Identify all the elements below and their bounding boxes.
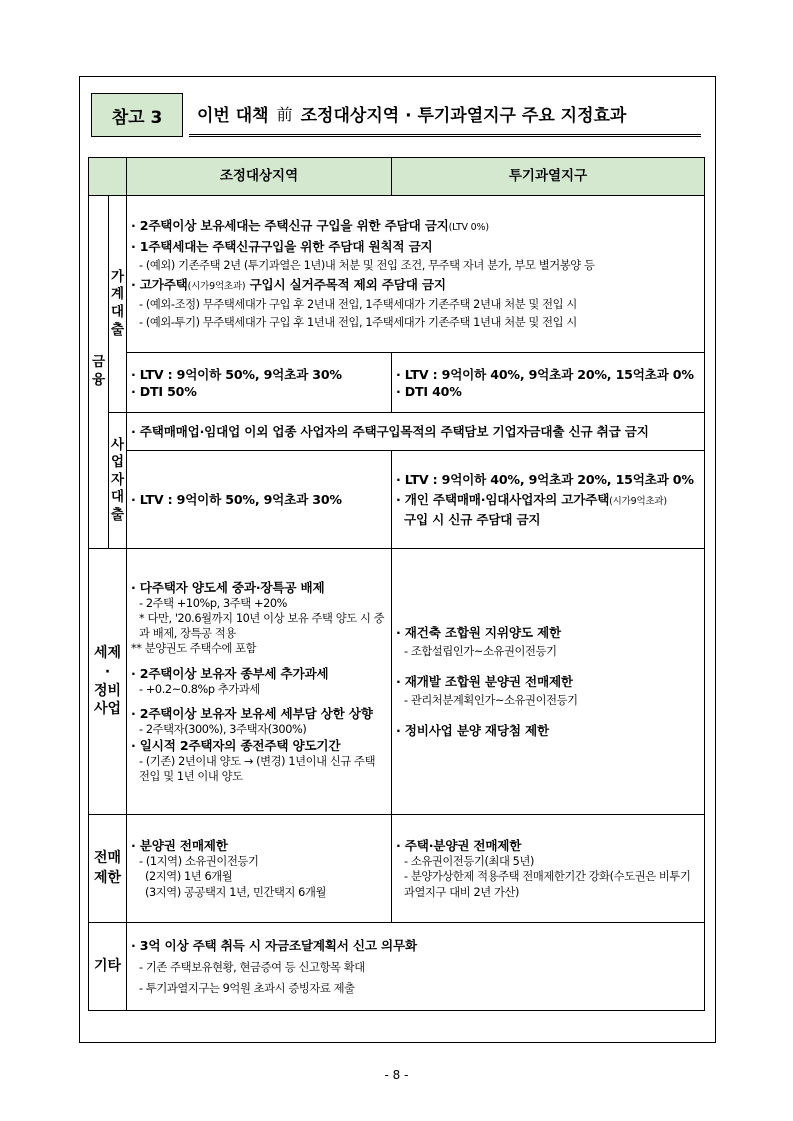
col-spec-header: 투기과열지구 [392, 158, 705, 196]
header-blank [89, 158, 127, 196]
resale-adj-h: · 분양권 전매제한 [131, 838, 228, 854]
household-spec-ltv [392, 353, 705, 413]
etc-category: 기타 [89, 923, 127, 1011]
title-hanja: 前 [276, 105, 293, 124]
business-spec-b2-post: 구입 시 신규 주담대 금지 [404, 512, 541, 528]
resale-cat-l1: 전매 [93, 849, 122, 866]
title-pre: 이번 대책 [197, 106, 269, 126]
business-ltv-row [89, 451, 705, 549]
household-loan-row [89, 196, 705, 353]
household-b3-post: 구입시 실거주목적 제외 주담대 금지 [245, 277, 446, 293]
resale-adjust-cell [127, 815, 392, 923]
tax-spec-h2-n1: - 관리처분계획인가~소유권이전등기 [404, 694, 578, 707]
tax-spec-cell [392, 549, 705, 815]
business-loan-ban: · 주택매매업·임대업 이외 업종 사업자의 주택구입목적의 주택담보 기업자금대출 신규 취급 금지 [127, 413, 705, 451]
tax-cat-l1: 세제 [93, 644, 122, 661]
resale-category [89, 815, 127, 923]
household-b3-pre: · 고가주택 [131, 277, 188, 293]
household-adj-ltv: · LTV : 9억이하 50%, 9억초과 30% [131, 366, 342, 382]
business-spec-ltv [392, 451, 705, 549]
business-spec-ltv-text: · LTV : 9억이하 40%, 9억초과 20%, 15억초과 0% [396, 471, 694, 487]
household-b2: · 1주택세대는 주택신규구입을 위한 주담대 원칙적 금지 [131, 239, 433, 255]
title-post: 조정대상지역 · 투기과열지구 주요 지정효과 [300, 106, 627, 126]
tax-adj-h1-n1: - 2주택 +10%p, 3주택 +20% [139, 596, 287, 610]
household-loan-label: 가계대출 [109, 196, 127, 413]
tax-spec-h2: · 재개발 조합원 분양권 전매제한 [396, 674, 573, 689]
household-adjust-ltv [127, 353, 392, 413]
resale-adj-n3: (3지역) 공공택지 1년, 민간택지 6개월 [145, 885, 326, 899]
household-b1: · 2주택이상 보유세대는 주택신규 구입을 위한 주담대 금지 [131, 218, 449, 234]
resale-spec-h: · 주택·분양권 전매제한 [396, 838, 522, 854]
household-b2-note: - (예외) 기존주택 2년 (투기과열은 1년)내 처분 및 전입 조건, 무주택 자녀 분가, 부모 별거봉양 등 [139, 259, 595, 273]
resale-spec-cell [392, 815, 705, 923]
household-loan-common [127, 196, 705, 353]
tax-spec-h3: · 정비사업 분양 재당첨 제한 [396, 723, 549, 739]
resale-row [89, 815, 705, 923]
table-header-row [89, 158, 705, 196]
resale-spec-n2: - 분양가상한제 적용주택 전매제한기간 강화(수도권은 비투기과열지구 대비 2년 가산) [404, 870, 691, 899]
tax-cat-l4: 사업 [93, 701, 122, 718]
tax-cat-l2: · [104, 663, 111, 680]
household-b1-small: (LTV 0%) [448, 222, 489, 234]
tax-category [89, 549, 127, 815]
business-adjust-ltv [127, 451, 392, 549]
tax-adjust-cell [127, 549, 392, 815]
household-b3-note1: - (예외-조정) 무주택세대가 구입 후 2년내 전입, 1주택세대가 기존주택 2년내 처분 및 전입 시 [139, 298, 577, 312]
etc-row [89, 923, 705, 1011]
household-adj-dti: · DTI 50% [131, 383, 197, 399]
page-title [189, 93, 701, 137]
tax-adj-h2: · 2주택이상 보유자 종부세 추가과세 [131, 665, 329, 681]
tax-cat-l3: 정비 [93, 682, 122, 699]
tax-adj-h3-n1: - 2주택자(300%), 3주택자(300%) [139, 722, 307, 736]
tax-adj-h2-n1: - +0.2~0.8%p 추가과세 [139, 682, 260, 696]
effects-table [88, 157, 705, 1011]
reference-label: 참고 3 [91, 93, 183, 137]
household-spec-dti: · DTI 40% [396, 383, 462, 399]
page-number: - 8 - [384, 1068, 409, 1082]
etc-h: · 3억 이상 주택 취득 시 자금조달계획서 신고 의무화 [131, 937, 417, 953]
tax-adj-h1-n2: * 다만, '20.6월까지 10년 이상 보유 주택 양도 시 중과 배제, 장특공 적용 [139, 611, 385, 640]
tax-adj-h3: · 2주택이상 보유자 보유세 세부담 상한 상향 [131, 705, 373, 721]
tax-adj-h4-n1: - (기존) 2년이내 양도 → (변경) 1년이내 신규 주택 전입 및 1년 이내 양도 [139, 755, 376, 784]
resale-cat-l2: 제한 [93, 869, 122, 886]
tax-spec-h1: · 재건축 조합원 지위양도 제한 [396, 624, 561, 640]
tax-row [89, 549, 705, 815]
household-spec-ltv-text: · LTV : 9억이하 40%, 9억초과 20%, 15억초과 0% [396, 366, 694, 382]
household-ltv-row [89, 353, 705, 413]
tax-adj-h1: · 다주택자 양도세 중과·장특공 배제 [131, 579, 325, 595]
etc-n1: - 기존 주택보유현황, 현금증여 등 신고항목 확대 [139, 960, 365, 974]
etc-n2: - 투기과열지구는 9억원 초과시 증빙자료 제출 [139, 982, 355, 995]
business-loan-label: 사업자대출 [109, 413, 127, 549]
etc-cell [127, 923, 705, 1011]
business-loan-row [89, 413, 705, 451]
resale-spec-n1: - 소유권이전등기(최대 5년) [404, 855, 534, 869]
finance-category: 금융 [89, 196, 109, 549]
tax-adj-h1-n3: ** 분양권도 주택수에 포함 [131, 642, 257, 656]
col-adjust-header: 조정대상지역 [127, 158, 392, 196]
section-header [91, 93, 701, 137]
household-b3-small: (시가9억초과) [187, 281, 246, 293]
household-b3-note2: - (예외-투기) 무주택세대가 구입 후 1년내 전입, 1주택세대가 기존주택 1년내 처분 및 전입 시 [139, 316, 577, 330]
business-spec-b2-small: (시가9억초과) [609, 495, 667, 507]
resale-adj-n1: - (1지역) 소유권이전등기 [139, 855, 259, 869]
tax-spec-h1-n1: - 조합설립인가~소유권이전등기 [404, 644, 557, 658]
resale-adj-n2: (2지역) 1년 6개월 [145, 870, 233, 884]
tax-adj-h4: · 일시적 2주택자의 종전주택 양도기간 [131, 738, 341, 753]
business-adj-ltv: · LTV : 9억이하 50%, 9억초과 30% [131, 492, 342, 507]
business-spec-b2-pre: · 개인 주택매매·임대사업자의 고가주택 [396, 491, 610, 507]
